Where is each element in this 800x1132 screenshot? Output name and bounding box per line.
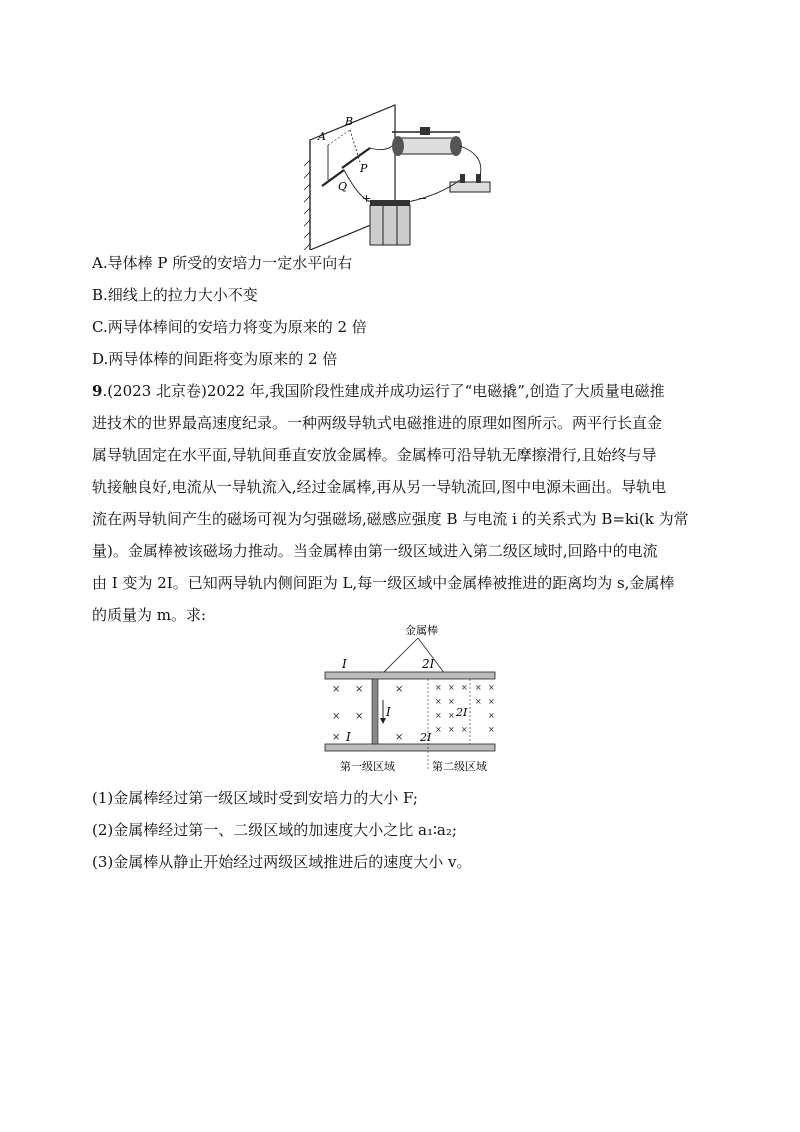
rheostat xyxy=(392,127,462,156)
stem-line-8: 的质量为 m。求: xyxy=(92,606,207,624)
apparatus-figure xyxy=(300,100,510,250)
option-d: D.两导体棒的间距将变为原来的 2 倍 xyxy=(92,350,338,368)
svg-text:×: × xyxy=(355,684,364,695)
label-Q: Q xyxy=(338,180,348,193)
stem-line-5: 流在两导轨间产生的磁场可视为匀强磁场,磁感应强度 B 与电流 i 的关系式为 B=ki(k 为常 xyxy=(92,510,689,528)
svg-text:×: × xyxy=(488,725,495,734)
stem-line-3: 属导轨固定在水平面,导轨间垂直安放金属棒。金属棒可沿导轨无摩擦滑行,且始终与导 xyxy=(92,446,657,464)
svg-text:×: × xyxy=(475,697,482,706)
region-2-label: 第二级区域 xyxy=(432,760,487,773)
wall-hatching xyxy=(304,160,310,250)
option-b: B.细线上的拉力大小不变 xyxy=(92,286,258,304)
svg-text:×: × xyxy=(488,683,495,692)
stem-line-4: 轨接触良好,电流从一导轨流入,经过金属棒,再从另一导轨流回,图中电源未画出。导轨电 xyxy=(92,478,667,496)
current-top-left: I xyxy=(342,657,347,671)
svg-text:×: × xyxy=(395,732,404,743)
current-rod: I xyxy=(386,705,391,719)
stem-line-6: 量)。金属棒被该磁场力推动。当金属棒由第一级区域进入第二级区域时,回路中的电流 xyxy=(92,542,658,560)
label-P: P xyxy=(360,162,368,175)
svg-text:×: × xyxy=(448,697,455,706)
svg-text:×: × xyxy=(475,683,482,692)
svg-text:×: × xyxy=(488,711,495,720)
label-A: A xyxy=(318,130,326,143)
rod-label: 金属棒 xyxy=(405,624,438,637)
option-c: C.两导体棒间的安培力将变为原来的 2 倍 xyxy=(92,318,367,336)
label-plus: + xyxy=(362,192,372,205)
svg-text:×: × xyxy=(448,711,455,720)
bottom-rail xyxy=(325,744,495,751)
current-bottom-right: 2I xyxy=(420,731,432,744)
question-number: 9 xyxy=(92,382,103,400)
current-rod-2: 2I xyxy=(456,706,468,719)
svg-text:×: × xyxy=(435,711,442,720)
svg-text:×: × xyxy=(332,711,341,722)
top-rail xyxy=(325,672,495,679)
label-B: B xyxy=(345,115,354,128)
stem-line-2: 进技术的世界最高速度纪录。一种两级导轨式电磁推进的原理如图所示。两平行长直金 xyxy=(92,414,663,432)
question-9-stem xyxy=(92,375,722,631)
stem-line-1: 9.(2023 北京卷)2022 年,我国阶段性建成并成功运行了“电磁撬”,创造了大质量电磁推 xyxy=(92,382,665,400)
svg-text:×: × xyxy=(435,697,442,706)
svg-text:×: × xyxy=(448,683,455,692)
subquestion-1: (1)金属棒经过第一级区域时受到安培力的大小 F; xyxy=(92,789,418,807)
stem-line-7: 由 I 变为 2I。已知两导轨内侧间距为 L,每一级区域中金属棒被推进的距离均为 s,金属棒 xyxy=(92,574,675,592)
svg-text:×: × xyxy=(448,725,455,734)
label-minus: − xyxy=(418,192,428,205)
current-bottom-left: I xyxy=(346,730,351,744)
svg-text:×: × xyxy=(435,725,442,734)
svg-text:×: × xyxy=(332,684,341,695)
svg-text:×: × xyxy=(355,711,364,722)
battery xyxy=(370,200,410,245)
subquestion-2: (2)金属棒经过第一、二级区域的加速度大小之比 a₁∶a₂; xyxy=(92,821,457,839)
svg-text:×: × xyxy=(461,725,468,734)
metal-rod xyxy=(372,679,378,744)
svg-text:×: × xyxy=(461,683,468,692)
rail-figure xyxy=(320,620,510,780)
subquestion-3: (3)金属棒从静止开始经过两级区域推进后的速度大小 v。 xyxy=(92,853,472,871)
svg-text:×: × xyxy=(332,732,341,743)
option-a: A.导体棒 P 所受的安培力一定水平向右 xyxy=(92,254,353,272)
svg-text:×: × xyxy=(395,684,404,695)
svg-text:×: × xyxy=(488,697,495,706)
svg-text:×: × xyxy=(435,683,442,692)
field-region-1 xyxy=(332,684,403,743)
current-top-right: 2I xyxy=(422,657,435,671)
region-1-label: 第一级区域 xyxy=(340,760,395,773)
